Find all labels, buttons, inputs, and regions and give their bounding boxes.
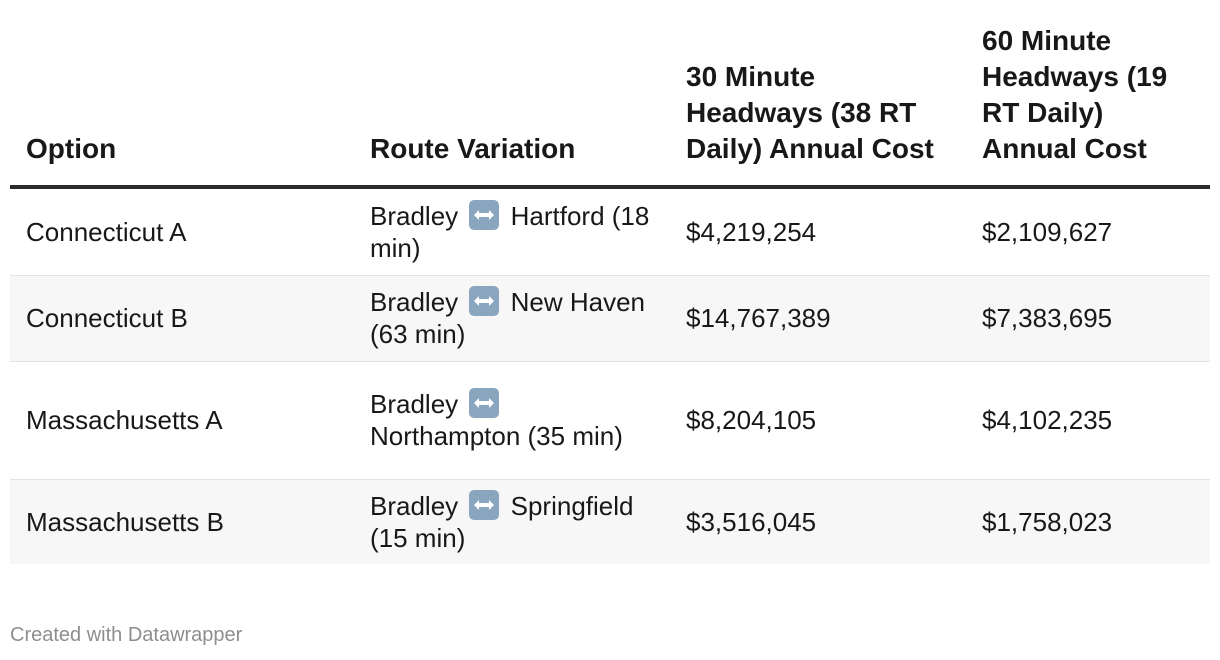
- route-from: Bradley: [370, 389, 459, 419]
- headway-cost-table: [10, 0, 1210, 564]
- column-header-option[interactable]: Option: [10, 0, 354, 187]
- route-cell: [354, 479, 670, 564]
- route-from: Bradley: [370, 200, 459, 231]
- cost-30-minute-cell: $4,219,254: [670, 187, 966, 275]
- route-from: Bradley: [370, 490, 459, 521]
- cost-60-minute-cell: $2,109,627: [966, 187, 1210, 275]
- left-right-arrow-icon: [469, 286, 499, 316]
- cost-30-minute-cell: $3,516,045: [686, 506, 817, 537]
- option-cell: Connecticut A: [10, 187, 354, 275]
- column-header-60-minute-cost[interactable]: 60 Minute Headways (19 RT Daily) Annual Cost: [966, 0, 1210, 187]
- table-row: [10, 275, 1210, 361]
- table-header: [10, 0, 1210, 187]
- cost-30-minute-cell: $8,204,105: [670, 361, 966, 479]
- cost-60-minute-cell: $7,383,695: [966, 275, 1210, 361]
- column-header-route-variation[interactable]: Route Variation: [354, 0, 670, 187]
- route-to: Hartford (18 min): [370, 200, 650, 263]
- table-row: [10, 361, 1210, 479]
- route-to: Northampton (35 min): [370, 421, 623, 451]
- data-table-container: [10, 0, 1210, 564]
- option-cell: Massachusetts B: [26, 506, 224, 537]
- route-cell: [354, 275, 670, 361]
- option-cell: Connecticut B: [10, 275, 354, 361]
- left-right-arrow-icon: [469, 200, 499, 230]
- table-row: [10, 187, 1210, 275]
- left-right-arrow-icon: [469, 388, 499, 418]
- table-body: [10, 187, 1210, 564]
- route-from: Bradley: [370, 287, 459, 317]
- option-cell: Massachusetts A: [10, 361, 354, 479]
- cost-30-minute-cell: $14,767,389: [670, 275, 966, 361]
- route-to: Springfield (15 min): [370, 490, 634, 553]
- route-to: New Haven (63 min): [370, 287, 646, 349]
- header-row: [10, 0, 1210, 187]
- cost-60-minute-cell: $1,758,023: [982, 506, 1113, 537]
- left-right-arrow-icon: [469, 490, 499, 520]
- column-header-30-minute-cost[interactable]: 30 Minute Headways (38 RT Daily) Annual Cost: [670, 0, 966, 187]
- cost-60-minute-cell: $4,102,235: [966, 361, 1210, 479]
- route-cell: [354, 187, 670, 275]
- table-row: [10, 479, 1210, 564]
- route-cell: [354, 361, 670, 479]
- datawrapper-credit[interactable]: Created with Datawrapper: [10, 624, 243, 646]
